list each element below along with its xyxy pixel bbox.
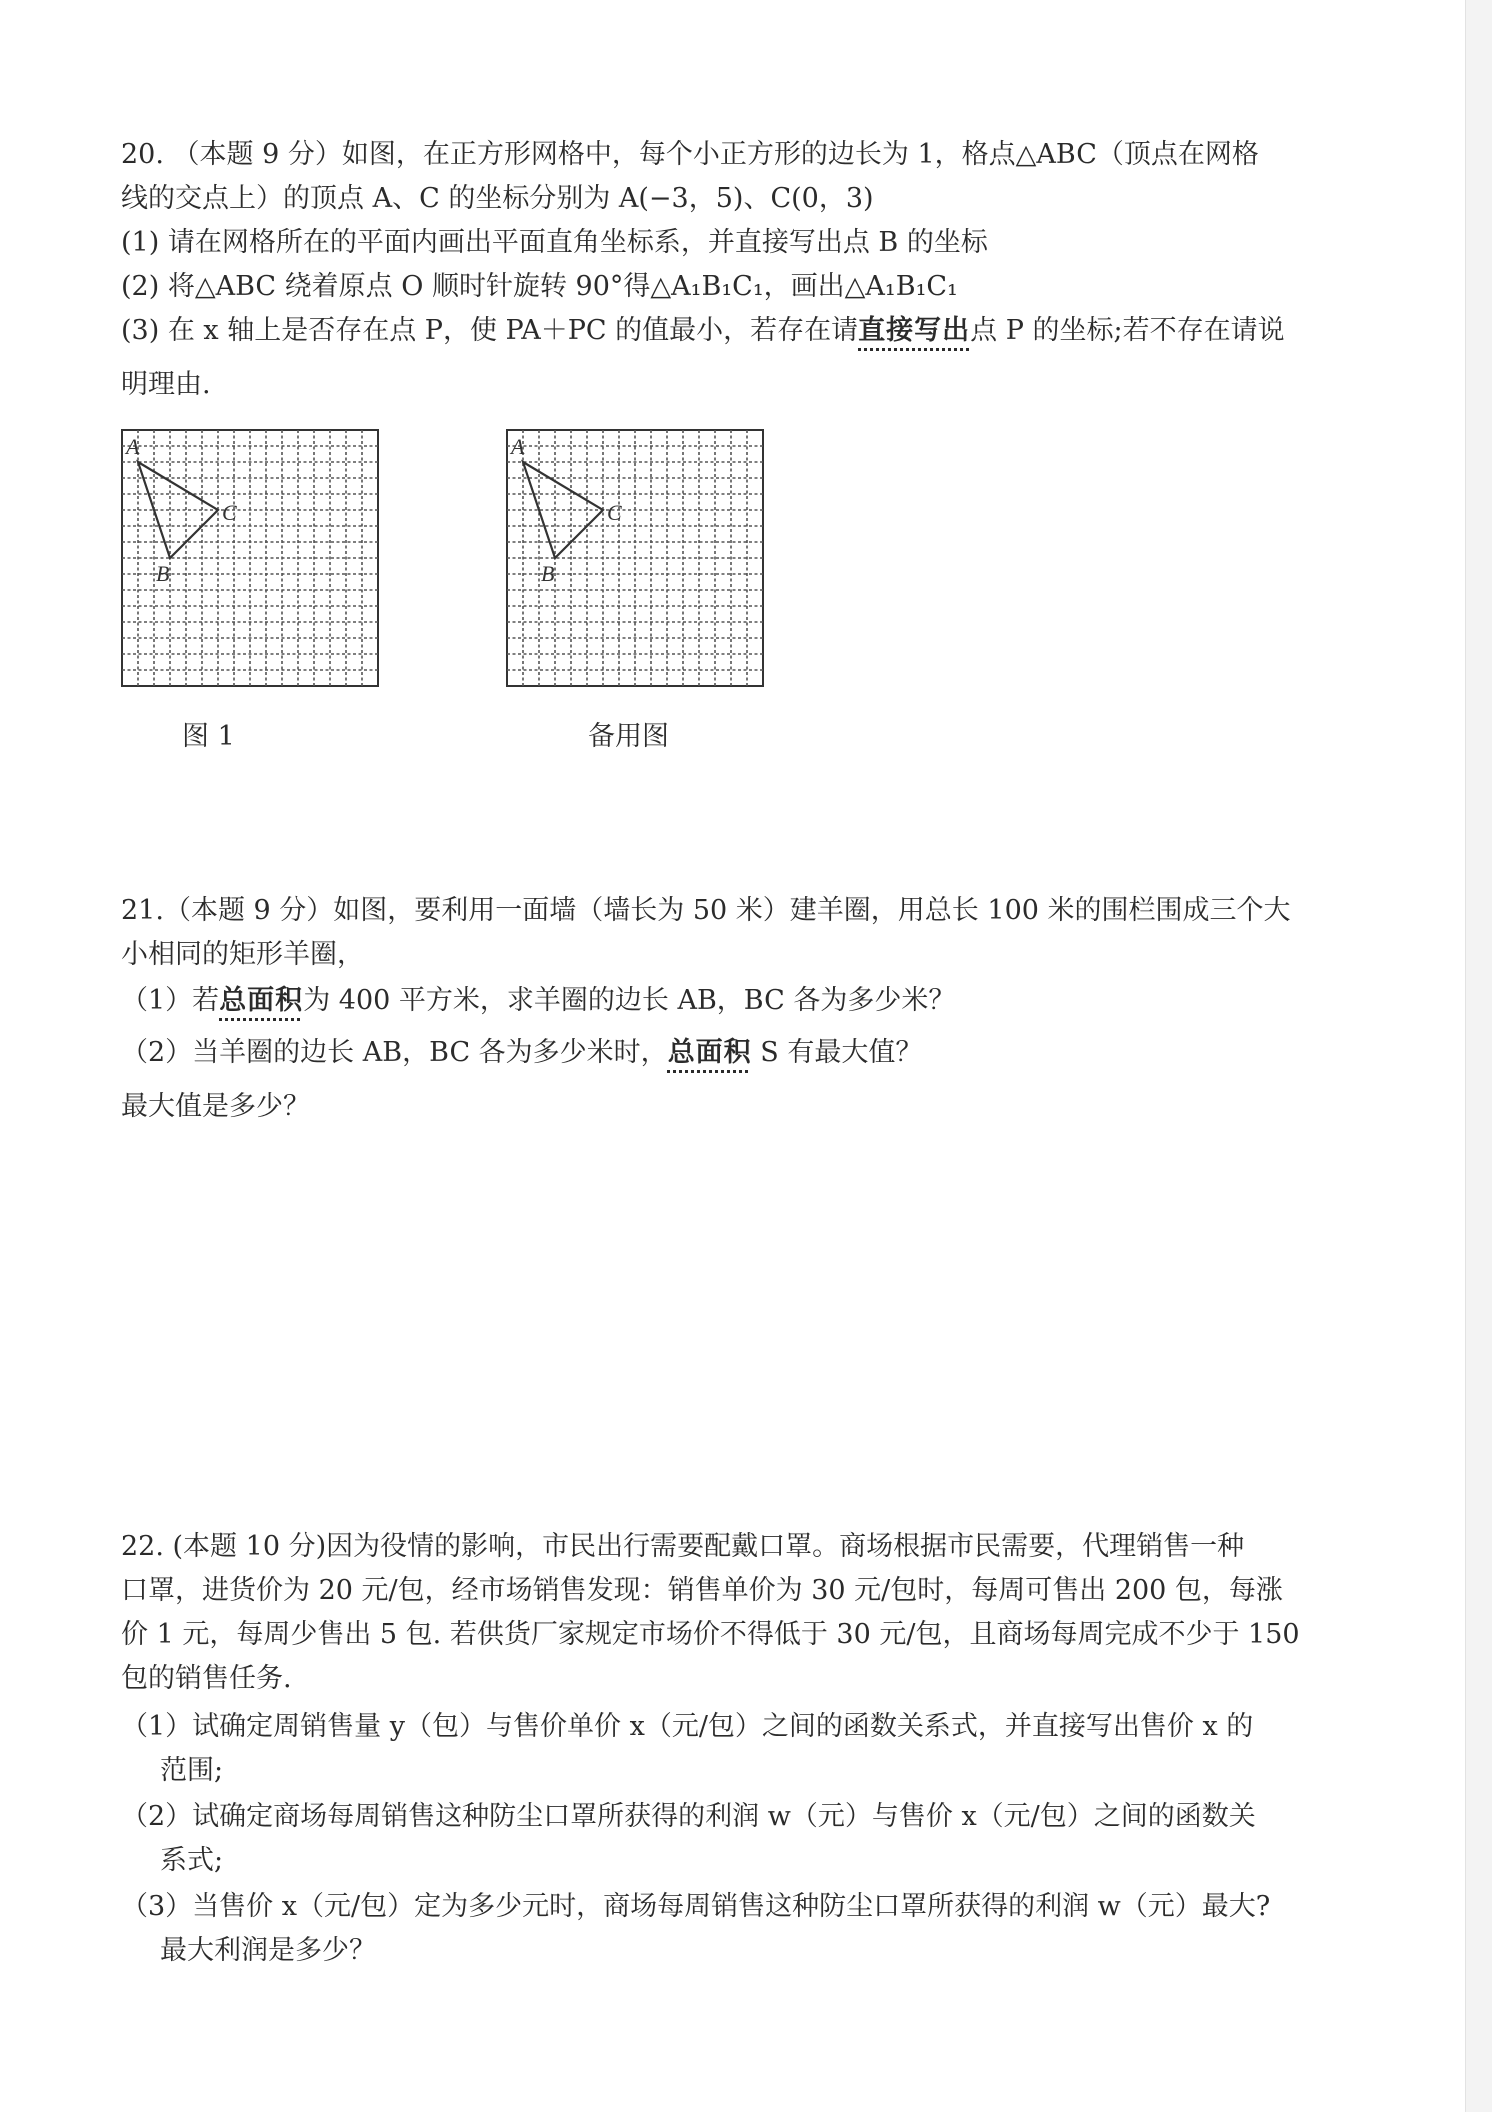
q21-line-3 [121, 984, 955, 1018]
q22-line-10: 最大利润是多少？ [160, 1935, 376, 1966]
q21-line-5: 最大值是多少？ [121, 1091, 310, 1122]
q22-line-8: 系式; [160, 1845, 224, 1876]
label-a: A [511, 434, 525, 459]
q22-line-3: 价 1 元，每周少售出 5 包. 若供货厂家规定市场价不得低于 30 元/包，且商场每周完成不少于 150 [121, 1619, 1300, 1650]
q21-line-4-text-b: S 有最大值？ [751, 1037, 923, 1068]
page-edge [1465, 0, 1492, 2112]
q20-line-5 [121, 314, 1285, 348]
q20-line-1: 20. （本题 9 分）如图，在正方形网格中，每个小正方形的边长为 1，格点△ABC（顶点在网格 [121, 139, 1259, 170]
q22-line-7: （2）试确定商场每周销售这种防尘口罩所获得的利润 w（元）与售价 x（元/包）之间的函数关 [121, 1801, 1256, 1832]
grid-figure-2 [505, 428, 770, 693]
q22-line-4: 包的销售任务. [121, 1663, 292, 1694]
q20-line-4: (2) 将△ABC 绕着原点 O 顺时针旋转 90°得△A₁B₁C₁，画出△A₁B₁C₁ [121, 271, 958, 302]
q20-line-3: (1) 请在网格所在的平面内画出平面直角坐标系，并直接写出点 B 的坐标 [121, 227, 988, 258]
label-c: C [222, 500, 237, 525]
q22-line-9: （3）当售价 x（元/包）定为多少元时，商场每周销售这种防尘口罩所获得的利润 w（元）最大? [121, 1891, 1271, 1922]
label-b: B [156, 561, 170, 586]
q20-line-6: 明理由. [121, 369, 211, 400]
label-b: B [541, 561, 555, 586]
q21-emphasis-total-area: 总面积 [219, 985, 304, 1016]
figure-2-grid [505, 428, 770, 697]
q21-line-4-text-a: （2）当羊圈的边长 AB，BC 各为多少米时， [121, 1037, 668, 1068]
grid-figure-1 [120, 428, 385, 693]
q22-line-5: （1）试确定周销售量 y（包）与售价单价 x（元/包）之间的函数关系式，并直接写出售价 x 的 [121, 1711, 1254, 1742]
q21-line-3-text-a: （1）若 [121, 985, 220, 1016]
q22-line-6: 范围; [160, 1755, 224, 1786]
q21-line-1: 21.（本题 9 分）如图，要利用一面墙（墙长为 50 米）建羊圈，用总长 100 米的围栏围成三个大 [121, 895, 1291, 926]
figure-2-caption: 备用图 [588, 721, 669, 752]
q21-line-3-text-b: 为 400 平方米，求羊圈的边长 AB，BC 各为多少米？ [303, 985, 956, 1016]
figure-1-caption: 图 1 [182, 721, 235, 752]
q20-line-2: 线的交点上）的顶点 A、C 的坐标分别为 A(−3，5)、C(0，3) [121, 183, 874, 214]
q21-emphasis-total-area-2: 总面积 [667, 1037, 752, 1068]
q21-line-2: 小相同的矩形羊圈， [121, 939, 364, 970]
q20-emphasis-direct-write: 直接写出 [858, 315, 971, 346]
q20-line-5-text-a: (3) 在 x 轴上是否存在点 P，使 PA＋PC 的值最小，若存在请 [121, 315, 859, 346]
label-c: C [607, 500, 622, 525]
q20-line-5-text-b: 点 P 的坐标;若不存在请说 [970, 315, 1285, 346]
q21-line-4 [121, 1036, 922, 1070]
q22-line-2: 口罩，进货价为 20 元/包，经市场销售发现：销售单价为 30 元/包时，每周可售出 200 包，每涨 [121, 1575, 1283, 1606]
figure-1-grid [120, 428, 385, 697]
label-a: A [126, 434, 140, 459]
q22-line-1: 22. (本题 10 分)因为役情的影响，市民出行需要配戴口罩。商场根据市民需要，代理销售一种 [121, 1531, 1245, 1562]
